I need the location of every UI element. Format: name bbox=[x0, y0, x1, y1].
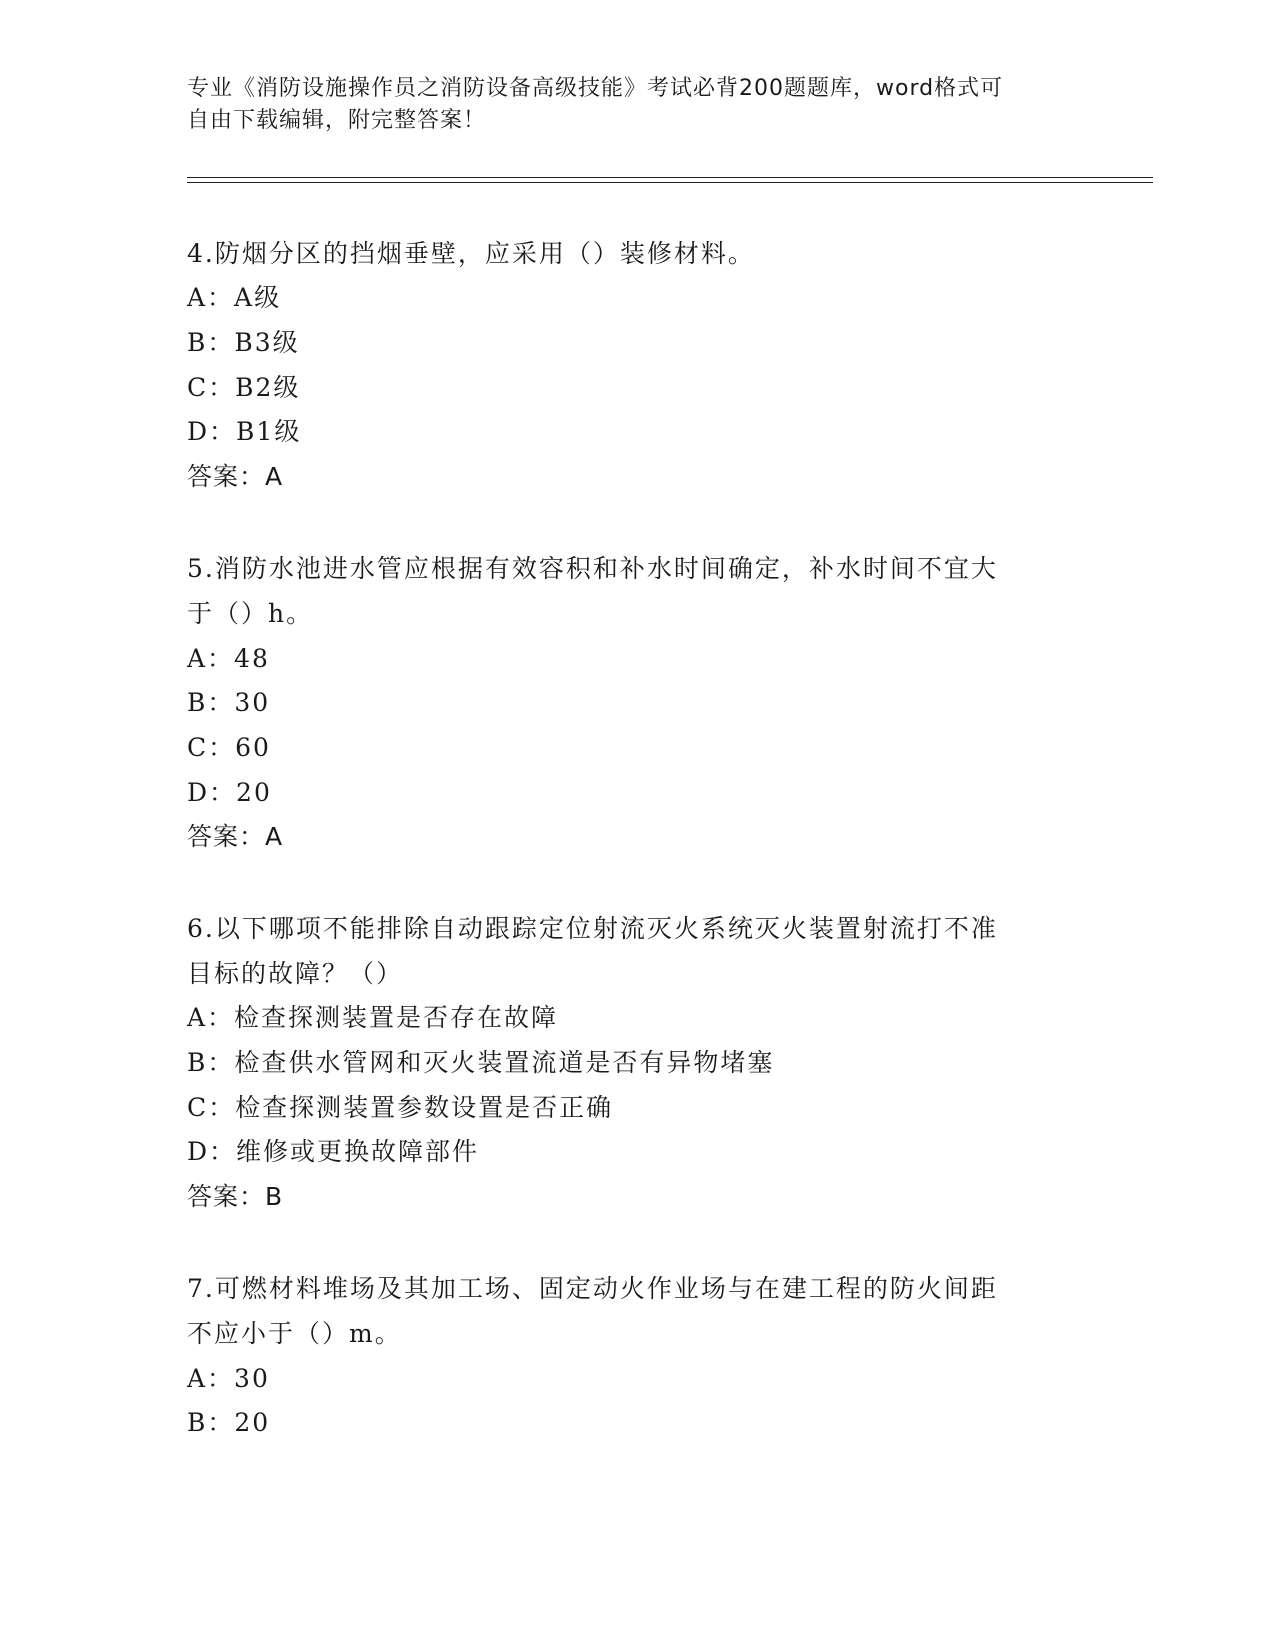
question-4-option-a: A：A级 bbox=[187, 283, 282, 312]
header-title-line-2: 自由下载编辑，附完整答案！ bbox=[187, 108, 487, 133]
question-6-option-a: A：检查探测装置是否存在故障 bbox=[187, 1003, 559, 1032]
question-5-option-b: B：30 bbox=[187, 688, 271, 717]
question-5-stem-line-1: 5.消防水池进水管应根据有效容积和补水时间确定，补水时间不宜大 bbox=[187, 554, 998, 583]
question-6-answer: 答案：B bbox=[187, 1182, 284, 1211]
question-5-option-d: D：20 bbox=[187, 778, 272, 807]
question-4-option-c: C：B2级 bbox=[187, 373, 301, 402]
question-5-option-a: A：48 bbox=[187, 644, 270, 673]
question-6-option-d: D：维修或更换故障部件 bbox=[187, 1137, 480, 1166]
question-6-stem-line-2: 目标的故障？（） bbox=[187, 959, 404, 988]
question-4-stem: 4.防烟分区的挡烟垂壁，应采用（）装修材料。 bbox=[187, 239, 755, 268]
question-7-option-a: A：30 bbox=[187, 1364, 270, 1393]
question-6-option-c: C：检查探测装置参数设置是否正确 bbox=[187, 1093, 614, 1122]
header-divider-bottom bbox=[187, 182, 1153, 183]
question-4-option-d: D：B1级 bbox=[187, 417, 302, 446]
question-5-answer: 答案：A bbox=[187, 822, 284, 851]
question-4-option-b: B：B3级 bbox=[187, 328, 300, 357]
question-5-option-c: C：60 bbox=[187, 733, 271, 762]
header-title-line-1: 专业《消防设施操作员之消防设备高级技能》考试必背200题题库，word格式可 bbox=[187, 76, 1004, 101]
question-6-option-b: B：检查供水管网和灭火装置流道是否有异物堵塞 bbox=[187, 1048, 775, 1077]
question-4-answer: 答案：A bbox=[187, 462, 284, 491]
question-7-stem-line-2: 不应小于（）m。 bbox=[187, 1319, 402, 1348]
document-header bbox=[187, 73, 1067, 137]
question-7-stem-line-1: 7.可燃材料堆场及其加工场、固定动火作业场与在建工程的防火间距 bbox=[187, 1274, 998, 1303]
header-divider-top bbox=[187, 177, 1153, 178]
question-5-stem-line-2: 于（）h。 bbox=[187, 599, 314, 628]
question-7-option-b: B：20 bbox=[187, 1408, 271, 1437]
question-6-stem-line-1: 6.以下哪项不能排除自动跟踪定位射流灭火系统灭火装置射流打不准 bbox=[187, 914, 998, 943]
